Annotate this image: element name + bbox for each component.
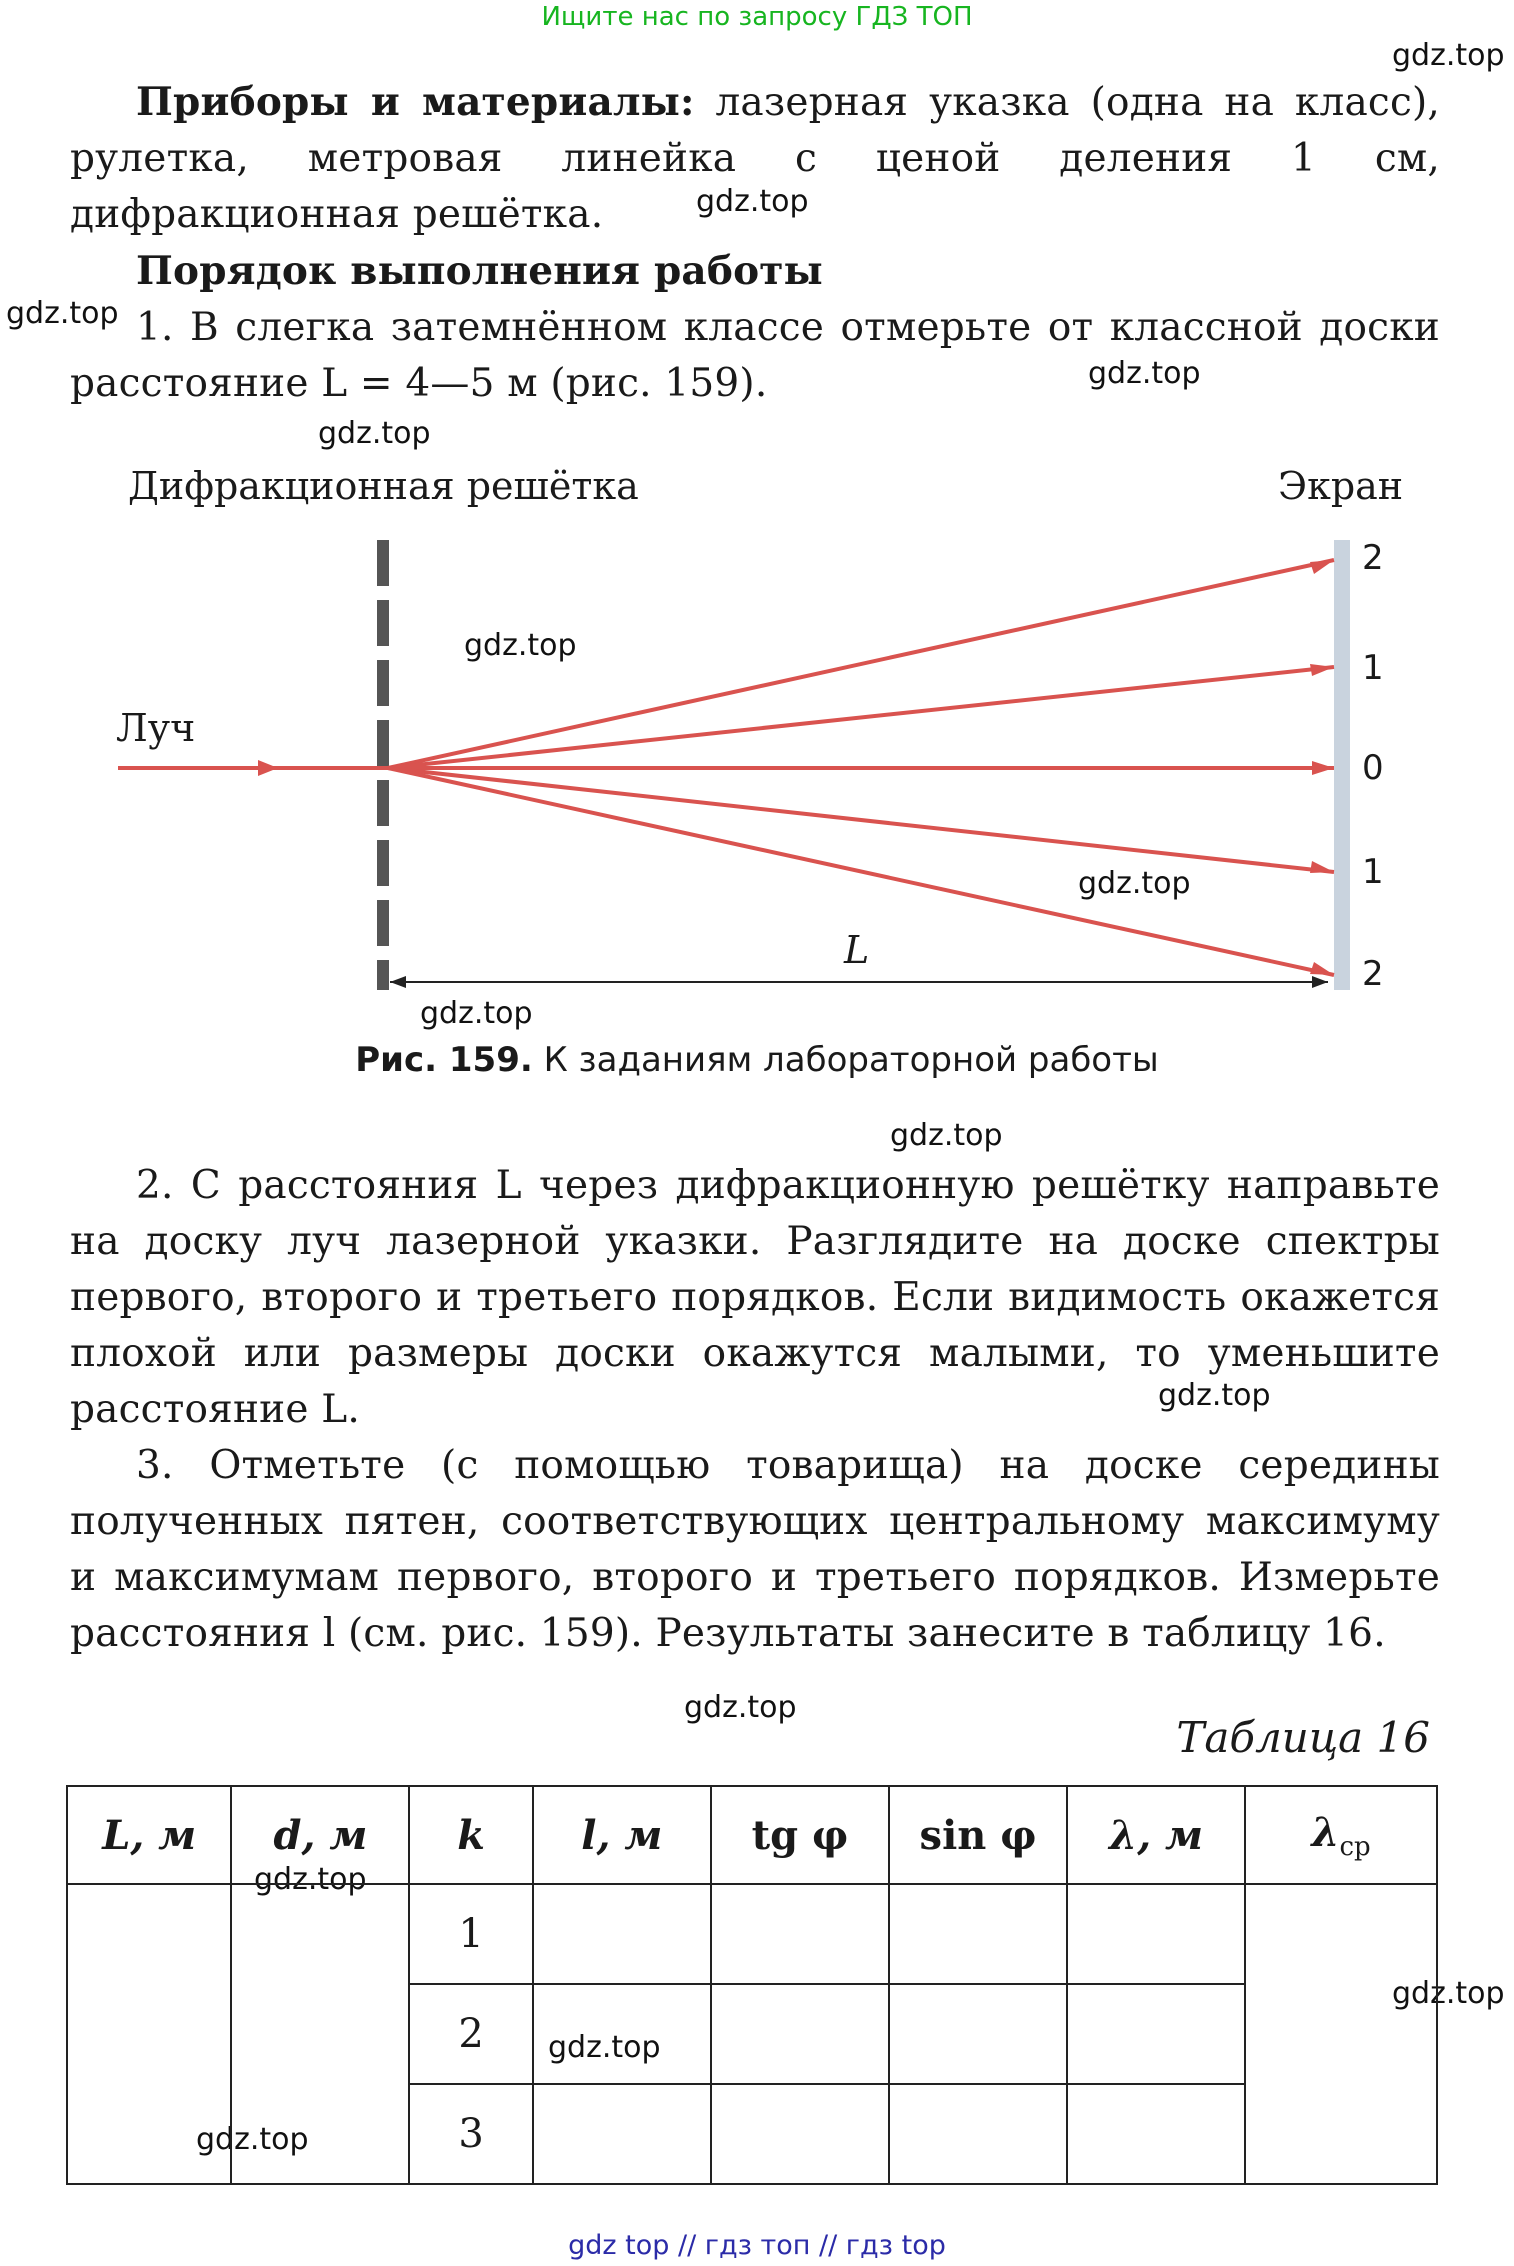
watermark: gdz.top (196, 2122, 309, 2157)
table-title: Таблица 16 (1176, 1713, 1430, 1762)
table-cell (533, 1984, 711, 2084)
materials-label: Приборы и материалы: (136, 79, 695, 125)
order-label: 2 (1362, 954, 1384, 994)
screen-label: Экран (1278, 464, 1404, 508)
ray-order-1-up (388, 667, 1334, 768)
table-cell (1067, 1884, 1245, 1984)
screen-bar (1334, 540, 1350, 990)
watermark: gdz.top (1392, 1976, 1505, 2011)
watermark: gdz.top (696, 184, 809, 219)
table-cell (711, 1984, 889, 2084)
lambda-subscript: ср (1339, 1831, 1371, 1862)
watermark: gdz.top (6, 296, 119, 331)
materials-text: лазерная указка (одна на класс), рулетка, метровая линейка с ценой деления 1 см, дифракционная решётка. (70, 80, 1440, 237)
step-2: 2. С расстояния L через дифракционную решётку направьте на доску луч лазерной указки. Разглядите на доске спектры первого, второго и третьего порядков. Если видимость окажется плохой или размеры доски окажутся малыми, то уменьшите расстояние L. (70, 1163, 1440, 1432)
table-cell (889, 1984, 1067, 2084)
ray-order-1-down (388, 768, 1334, 872)
table-cell-k: 3 (409, 2084, 532, 2184)
watermark: gdz.top (684, 1690, 797, 1725)
table-cell-k: 1 (409, 1884, 532, 1984)
incident-beam-arrow (258, 760, 278, 776)
table-header: k (409, 1786, 532, 1884)
table-cell (533, 1884, 711, 1984)
grating-label: Дифракционная решётка (128, 464, 639, 508)
watermark: gdz.top (1078, 866, 1191, 901)
top-banner: Ищите нас по запросу ГДЗ ТОП (541, 2, 973, 32)
watermark: gdz.top (318, 416, 431, 451)
watermark: gdz.top (1392, 38, 1505, 73)
table-cell (711, 2084, 889, 2184)
table-header-row (67, 1786, 1437, 1884)
table-cell (1067, 2084, 1245, 2184)
table-cell (231, 1884, 409, 2184)
table-header: sin φ (889, 1786, 1067, 1884)
table-cell-k: 2 (409, 1984, 532, 2084)
caption-text: К заданиям лабораторной работы (532, 1040, 1159, 1080)
table-header: tg φ (711, 1786, 889, 1884)
table-cell (889, 2084, 1067, 2184)
order-label: 2 (1362, 538, 1384, 578)
order-label: 0 (1362, 748, 1384, 788)
beam-label: Луч (116, 706, 196, 750)
watermark: gdz.top (548, 2030, 661, 2065)
table-cell (533, 2084, 711, 2184)
step-3: 3. Отметьте (с помощью товарища) на доске середины полученных пятен, соответствующих центральному максимуму и максимумам первого, второго и третьего порядков. Измерьте расстояния l (см. рис. 159). Результаты занесите в таблицу 16. (70, 1443, 1440, 1656)
watermark: gdz.top (464, 628, 577, 663)
order-label: 1 (1362, 852, 1384, 892)
watermark: gdz.top (420, 996, 533, 1031)
table-header: λ, м (1067, 1786, 1245, 1884)
table-cell (67, 1884, 231, 2184)
table-header-lambda-avg: $\lambda_{ср}$ (1245, 1786, 1437, 1884)
watermark: gdz.top (1158, 1378, 1271, 1413)
data-table (66, 1785, 1438, 2185)
table-cell (711, 1884, 889, 1984)
table-header: L, м (67, 1786, 231, 1884)
table-cell (1245, 1884, 1437, 2184)
diffracted-rays (388, 560, 1334, 975)
table-header: l, м (533, 1786, 711, 1884)
table-cell (889, 1884, 1067, 1984)
procedure-heading: Порядок выполнения работы (136, 248, 823, 294)
watermark: gdz.top (1088, 356, 1201, 391)
steps-block (70, 1158, 1440, 1662)
caption-number: Рис. 159. (355, 1040, 533, 1080)
figure-caption (0, 1040, 1514, 1080)
table-header: d, м (231, 1786, 409, 1884)
watermark: gdz.top (254, 1862, 367, 1897)
ray-order-2-up (388, 560, 1334, 768)
order-label: 1 (1362, 648, 1384, 688)
diffraction-diagram (0, 0, 1514, 1100)
table-row (67, 1884, 1437, 1984)
table-cell (1067, 1984, 1245, 2084)
distance-label: L (844, 928, 870, 972)
footer-links: gdz top // гдз топ // гдз top (568, 2230, 946, 2261)
watermark: gdz.top (890, 1118, 1003, 1153)
step-1: 1. В слегка затемнённом классе отмерьте от классной доски расстояние L = 4—5 м (рис. 159). (70, 305, 1440, 406)
